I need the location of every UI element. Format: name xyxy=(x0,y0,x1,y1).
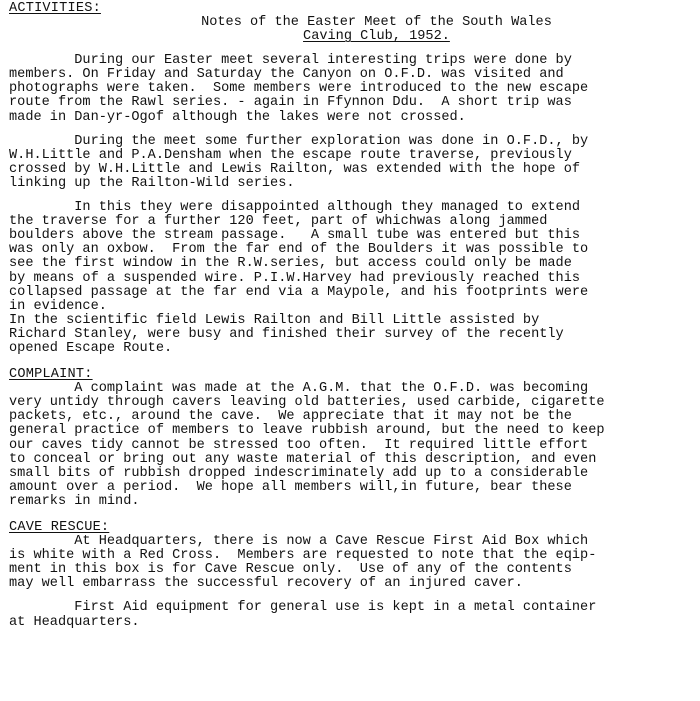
title-line-1: Notes of the Easter Meet of the South Wales xyxy=(201,15,552,30)
activities-paragraph-1: During our Easter meet several interesting trips were done by members. On Friday and Saturday the Canyon on O.F.D. was visited and photographs were taken. Some members were introduced to the new escape route from the Rawl series. - again in Ffynnon Ddu. A short trip was made in Dan-yr-Ogof although the lakes were not crossed. xyxy=(9,53,589,125)
cave-rescue-paragraph-2: First Aid equipment for general use is kept in a metal container at Headquarters. xyxy=(9,600,597,630)
activities-header xyxy=(9,2,692,44)
activities-heading: ACTIVITIES: xyxy=(9,1,101,16)
cave-rescue-paragraph-1: At Headquarters, there is now a Cave Rescue First Aid Box which is white with a Red Cross. Members are requested to note that the eqip- ment in this box is for Cave Rescue only. Use of any of the contents may well embarrass the successful recovery of an injured caver. xyxy=(9,534,597,592)
complaint-paragraph: A complaint was made at the A.G.M. that the O.F.D. was becoming very untidy through cavers leaving old batteries, used carbide, cigarette packets, etc., around the cave. We appreciate that it may not be the general practice of members to leave rubbish around, but the need to keep our caves tidy cannot be stressed too often. It required little effort to conceal or bring out any waste material of this description, and even small bits of rubbish dropped indescriminately add up to a considerable amount over a period. We hope all members will,in future, bear these remarks in mind. xyxy=(9,381,605,509)
complaint-heading: COMPLAINT: xyxy=(9,367,93,383)
activities-paragraph-3: In this they were disappointed although they managed to extend the traverse for a further 120 feet, part of whichwas along jammed boulders above the stream passage. A small tube was entered but this was only an oxbow. From the far end of the Boulders it was possible to see the first window in the R.W.series, but access could only be made by means of a suspended wire. P.I.W.Harvey had previously reached this collapsed passage at the far end via a Maypole, and his footprints were in evidence. In the scientific field Lewis Railton and Bill Little assisted by Richard Stanley, were busy and finished their survey of the recently opened Escape Route. xyxy=(9,200,589,356)
activities-paragraph-2: During the meet some further exploration was done in O.F.D., by W.H.Little and P.A.Densham when the escape route traverse, previously crossed by W.H.Little and Lewis Railton, was extended with the hope of linking up the Railton-Wild series. xyxy=(9,133,589,191)
cave-rescue-heading: CAVE RESCUE: xyxy=(9,520,110,535)
title-line-2: Caving Club, 1952. xyxy=(303,29,450,45)
document-title xyxy=(61,2,692,44)
